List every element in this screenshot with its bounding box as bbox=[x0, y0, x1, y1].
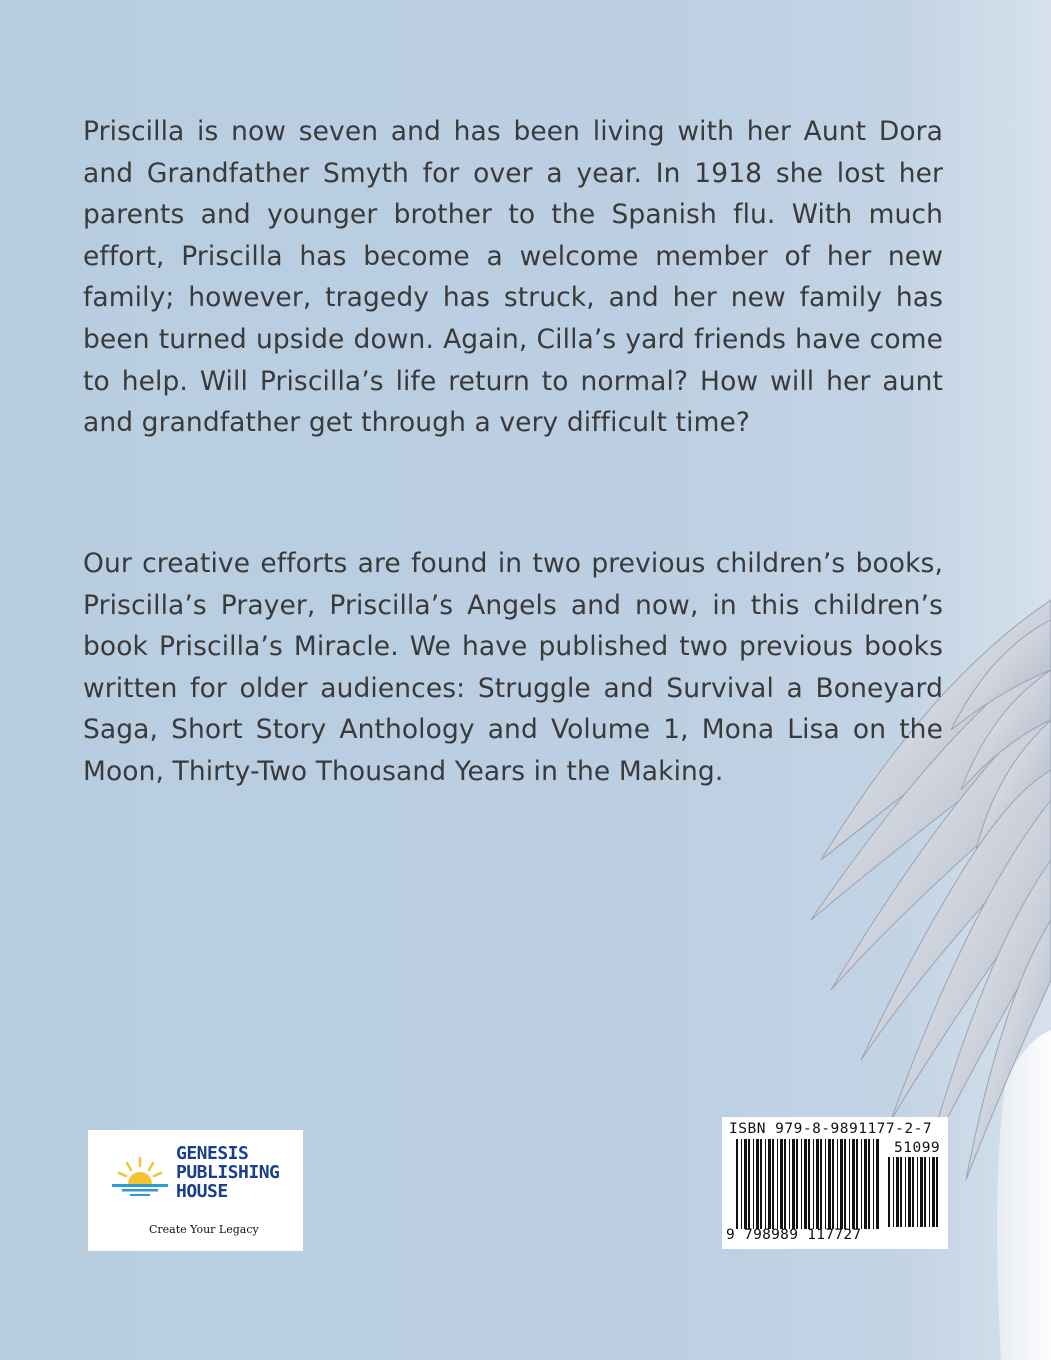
barcode-bar bbox=[832, 1139, 834, 1229]
barcode-bar bbox=[908, 1157, 911, 1227]
barcode-bar bbox=[864, 1139, 867, 1229]
ean-digits: 9 798989 117727 bbox=[726, 1227, 862, 1243]
isbn-label: ISBN 979-8-9891177-2-7 bbox=[729, 1121, 933, 1137]
publisher-name-line-3: HOUSE bbox=[176, 1181, 228, 1202]
barcode-bar bbox=[888, 1157, 890, 1227]
barcode-bar bbox=[856, 1139, 858, 1229]
publisher-name-line-1: GENESIS bbox=[176, 1143, 249, 1164]
barcode-bar bbox=[920, 1157, 923, 1227]
barcode-bar bbox=[820, 1139, 822, 1229]
barcode-bar bbox=[917, 1157, 918, 1227]
barcode-bar bbox=[801, 1139, 802, 1229]
barcode-bar bbox=[753, 1139, 754, 1229]
publisher-name-line-2: PUBLISHING bbox=[176, 1162, 280, 1183]
publisher-name bbox=[176, 1144, 279, 1201]
barcode-bar bbox=[929, 1157, 930, 1227]
barcode-bar bbox=[852, 1139, 855, 1229]
blurb-paragraph-1: Priscilla is now seven and has been living with her Aunt Dora and Grandfather Smyth for over a year. In 1918 she lost her parents and younger brother to the Spanish flu. With much effort, Priscilla has become a welcome member of her new family; however, tragedy has struck, and her new family has been turned upside down. Again, Cilla’s yard friends have come to help. Will Priscilla’s life return to normal? How will her aunt and grandfather get through a very difficult time? bbox=[83, 116, 943, 439]
barcode-bar bbox=[893, 1157, 894, 1227]
barcode-bar bbox=[765, 1139, 766, 1229]
barcode-bar bbox=[736, 1139, 738, 1229]
barcode-bar bbox=[744, 1139, 747, 1229]
barcode-bar bbox=[825, 1139, 826, 1229]
barcode-bar bbox=[796, 1139, 798, 1229]
barcode-bar bbox=[741, 1139, 742, 1229]
publisher-logo-box bbox=[88, 1130, 303, 1251]
barcode-bar bbox=[828, 1139, 831, 1229]
barcode-bar bbox=[777, 1139, 778, 1229]
barcode-bar bbox=[900, 1157, 902, 1227]
barcode-bar bbox=[861, 1139, 862, 1229]
barcode-bar bbox=[924, 1157, 926, 1227]
barcode-bar bbox=[772, 1139, 774, 1229]
isbn-barcode bbox=[722, 1117, 948, 1249]
barcode-bar bbox=[936, 1157, 938, 1227]
barcode-bar bbox=[849, 1139, 850, 1229]
barcode-bar bbox=[876, 1139, 879, 1229]
barcode-addon-bars bbox=[888, 1157, 942, 1227]
barcode-bar bbox=[868, 1139, 870, 1229]
blurb-paragraph-2: Our creative efforts are found in two previous children’s books, Priscilla’s Prayer, Priscilla’s Angels and now, in this children’s book Priscilla’s Miracle. We have published two previous books written for older audiences: Struggle and Survival a Boneyard Saga, Short Story Anthology and Volume 1, Mona Lisa on the Moon, Thirty-Two Thousand Years in the Making. bbox=[83, 548, 943, 787]
barcode-bar bbox=[768, 1139, 771, 1229]
barcode-bar bbox=[873, 1139, 874, 1229]
barcode-bar bbox=[792, 1139, 795, 1229]
barcode-bar bbox=[932, 1157, 935, 1227]
publisher-tagline: Create Your Legacy bbox=[149, 1223, 259, 1236]
barcode-addon-code: 51099 bbox=[894, 1140, 941, 1156]
sunrise-over-water-icon bbox=[110, 1152, 170, 1202]
barcode-bar bbox=[789, 1139, 790, 1229]
barcode-bar bbox=[840, 1139, 843, 1229]
barcode-bar bbox=[760, 1139, 762, 1229]
barcode-bar bbox=[844, 1139, 846, 1229]
barcode-bar bbox=[756, 1139, 759, 1229]
barcode-bar bbox=[784, 1139, 786, 1229]
barcode-bar bbox=[813, 1139, 814, 1229]
barcode-bar bbox=[912, 1157, 914, 1227]
barcode-bar bbox=[837, 1139, 838, 1229]
barcode-bar bbox=[816, 1139, 819, 1229]
barcode-bar bbox=[808, 1139, 810, 1229]
barcode-bar bbox=[748, 1139, 750, 1229]
barcode-bar bbox=[780, 1139, 783, 1229]
barcode-bar bbox=[896, 1157, 899, 1227]
barcode-bar bbox=[905, 1157, 906, 1227]
barcode-bars bbox=[736, 1139, 880, 1235]
barcode-bar bbox=[804, 1139, 807, 1229]
